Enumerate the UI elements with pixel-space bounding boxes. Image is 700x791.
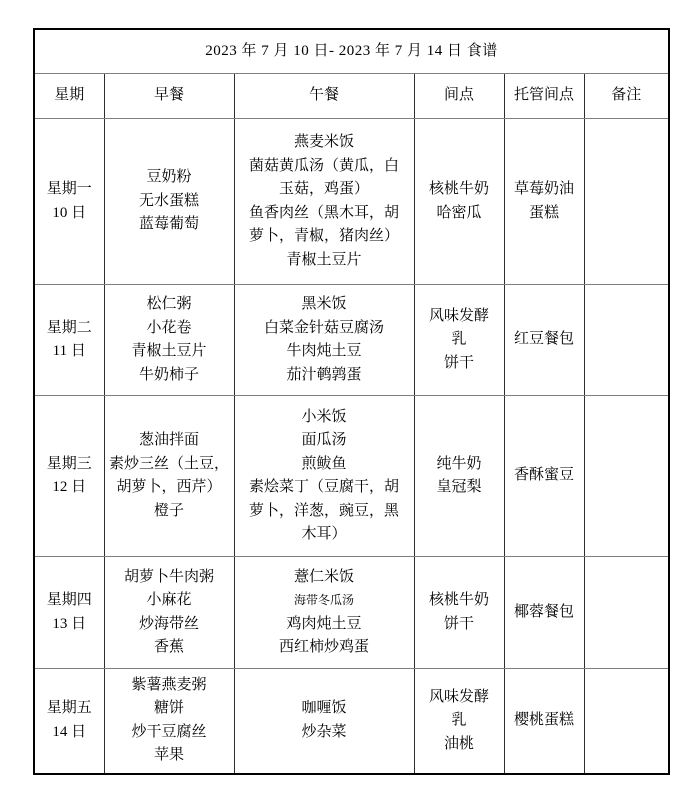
lunch-cell xyxy=(234,669,414,774)
menu-line: 饼干 xyxy=(443,615,474,632)
table-row xyxy=(34,669,669,774)
menu-line: 皇冠梨 xyxy=(436,479,482,495)
menu-line: 萝卜，洋葱，豌豆，黑 xyxy=(248,502,399,519)
snack-cell xyxy=(414,557,504,669)
menu-line: 鱼香肉丝（黑木耳，胡 xyxy=(248,204,399,221)
day-cell xyxy=(34,285,104,396)
menu-line: 小麻花 xyxy=(146,592,192,608)
menu-line: 核桃牛奶 xyxy=(428,592,489,608)
table-row xyxy=(34,285,669,396)
menu-line: 乳 xyxy=(451,331,467,348)
notes-cell xyxy=(584,557,669,669)
menu-line: 香酥蜜豆 xyxy=(513,467,574,484)
care-snack-cell xyxy=(504,669,584,774)
column-header-notes: 备注 xyxy=(584,74,669,119)
menu-line: 哈密瓜 xyxy=(436,204,482,221)
menu-line: 小米饭 xyxy=(301,408,347,425)
column-header-care-snack: 托管间点 xyxy=(504,74,584,119)
menu-line: 樱桃蛋糕 xyxy=(513,712,574,728)
menu-line: 炒干豆腐丝 xyxy=(131,723,207,740)
menu-line: 炒杂菜 xyxy=(301,723,347,740)
table-title: 2023 年 7 月 10 日- 2023 年 7 月 14 日 食谱 xyxy=(34,29,669,74)
menu-line: 薏仁米饭 xyxy=(293,568,354,585)
menu-line: 星期一 xyxy=(46,181,92,197)
menu-line: 茄汁鹌鹑蛋 xyxy=(286,366,362,383)
menu-line: 紫薯燕麦粥 xyxy=(131,676,207,693)
menu-line: 风味发酵 xyxy=(428,307,489,324)
menu-line: 胡萝卜，西芹） xyxy=(116,479,222,495)
column-header-breakfast: 早餐 xyxy=(104,74,234,119)
notes-cell xyxy=(584,396,669,557)
table-row xyxy=(34,396,669,557)
menu-line: 素炒三丝（土豆， xyxy=(108,455,229,472)
menu-line: 橙子 xyxy=(153,502,184,519)
menu-line: 煎鲅鱼 xyxy=(301,455,347,472)
menu-line: 14 日 xyxy=(52,723,87,740)
menu-line: 萝卜，青椒，猪肉丝） xyxy=(248,228,399,244)
menu-line: 白菜金针菇豆腐汤 xyxy=(263,319,384,336)
menu-line: 11 日 xyxy=(52,343,86,359)
menu-line: 草莓奶油 xyxy=(513,181,574,197)
care-snack-cell xyxy=(504,285,584,396)
header-row xyxy=(34,74,669,119)
menu-line: 红豆餐包 xyxy=(513,331,574,348)
snack-cell xyxy=(414,119,504,285)
menu-line: 咖喱饭 xyxy=(301,700,347,717)
notes-cell xyxy=(584,285,669,396)
menu-line: 星期五 xyxy=(46,700,92,717)
snack-cell xyxy=(414,669,504,774)
menu-line: 鸡肉炖土豆 xyxy=(286,615,362,632)
menu-line: 乳 xyxy=(451,712,467,728)
title-row xyxy=(34,29,669,74)
breakfast-cell xyxy=(104,557,234,669)
menu-line: 葱油拌面 xyxy=(138,432,199,448)
menu-line: 13 日 xyxy=(52,615,87,632)
menu-line: 豆奶粉 xyxy=(146,169,192,186)
menu-line: 燕麦米饭 xyxy=(293,134,354,150)
menu-line: 无水蛋糕 xyxy=(138,192,199,209)
lunch-cell xyxy=(234,396,414,557)
notes-cell xyxy=(584,119,669,285)
day-cell xyxy=(34,119,104,285)
breakfast-cell xyxy=(104,669,234,774)
snack-cell xyxy=(414,285,504,396)
menu-table-body xyxy=(34,119,669,774)
day-cell xyxy=(34,396,104,557)
notes-cell xyxy=(584,669,669,774)
table-row xyxy=(34,119,669,285)
menu-line: 青椒土豆片 xyxy=(286,251,362,268)
menu-line: 纯牛奶 xyxy=(436,455,482,472)
menu-line: 星期三 xyxy=(46,455,92,472)
care-snack-cell xyxy=(504,396,584,557)
lunch-cell xyxy=(234,557,414,669)
care-snack-cell xyxy=(504,119,584,285)
column-header-lunch: 午餐 xyxy=(234,74,414,119)
breakfast-cell xyxy=(104,119,234,285)
menu-line: 玉菇，鸡蛋） xyxy=(278,181,369,197)
day-cell xyxy=(34,557,104,669)
menu-line: 香蕉 xyxy=(153,639,184,655)
menu-table-head xyxy=(34,29,669,119)
menu-line: 星期四 xyxy=(46,592,92,608)
table-row xyxy=(34,557,669,669)
menu-line: 小花卷 xyxy=(146,319,192,336)
lunch-cell xyxy=(234,119,414,285)
breakfast-cell xyxy=(104,396,234,557)
menu-line: 青椒土豆片 xyxy=(131,343,207,359)
snack-cell xyxy=(414,396,504,557)
menu-line: 蛋糕 xyxy=(528,204,559,221)
column-header-day: 星期 xyxy=(34,74,104,119)
menu-line: 星期二 xyxy=(46,319,92,336)
menu-line: 西红柿炒鸡蛋 xyxy=(278,639,369,655)
menu-table xyxy=(33,28,670,775)
menu-line: 椰蓉餐包 xyxy=(513,603,574,620)
day-cell xyxy=(34,669,104,774)
breakfast-cell xyxy=(104,285,234,396)
menu-line: 12 日 xyxy=(52,479,87,495)
menu-line: 核桃牛奶 xyxy=(428,181,489,197)
menu-line: 油桃 xyxy=(443,735,474,752)
menu-line: 牛肉炖土豆 xyxy=(286,343,362,359)
menu-line: 牛奶柿子 xyxy=(138,366,199,383)
menu-line: 胡萝卜牛肉粥 xyxy=(123,568,214,585)
menu-line: 海带冬瓜汤 xyxy=(293,593,354,607)
menu-line: 苹果 xyxy=(153,747,184,764)
menu-line: 黑米饭 xyxy=(301,296,347,312)
column-header-snack: 间点 xyxy=(414,74,504,119)
care-snack-cell xyxy=(504,557,584,669)
menu-line: 木耳） xyxy=(301,526,347,542)
menu-line: 松仁粥 xyxy=(146,296,192,312)
lunch-cell xyxy=(234,285,414,396)
menu-line: 风味发酵 xyxy=(428,688,489,705)
menu-line: 10 日 xyxy=(52,204,87,221)
menu-line: 炒海带丝 xyxy=(138,615,199,632)
menu-line: 蓝莓葡萄 xyxy=(138,216,199,233)
menu-line: 菌菇黄瓜汤（黄瓜，白 xyxy=(248,157,399,174)
menu-line: 素烩菜丁（豆腐干，胡 xyxy=(248,479,399,495)
menu-line: 饼干 xyxy=(443,354,474,371)
menu-line: 面瓜汤 xyxy=(301,432,347,448)
menu-line: 糖饼 xyxy=(153,700,184,717)
